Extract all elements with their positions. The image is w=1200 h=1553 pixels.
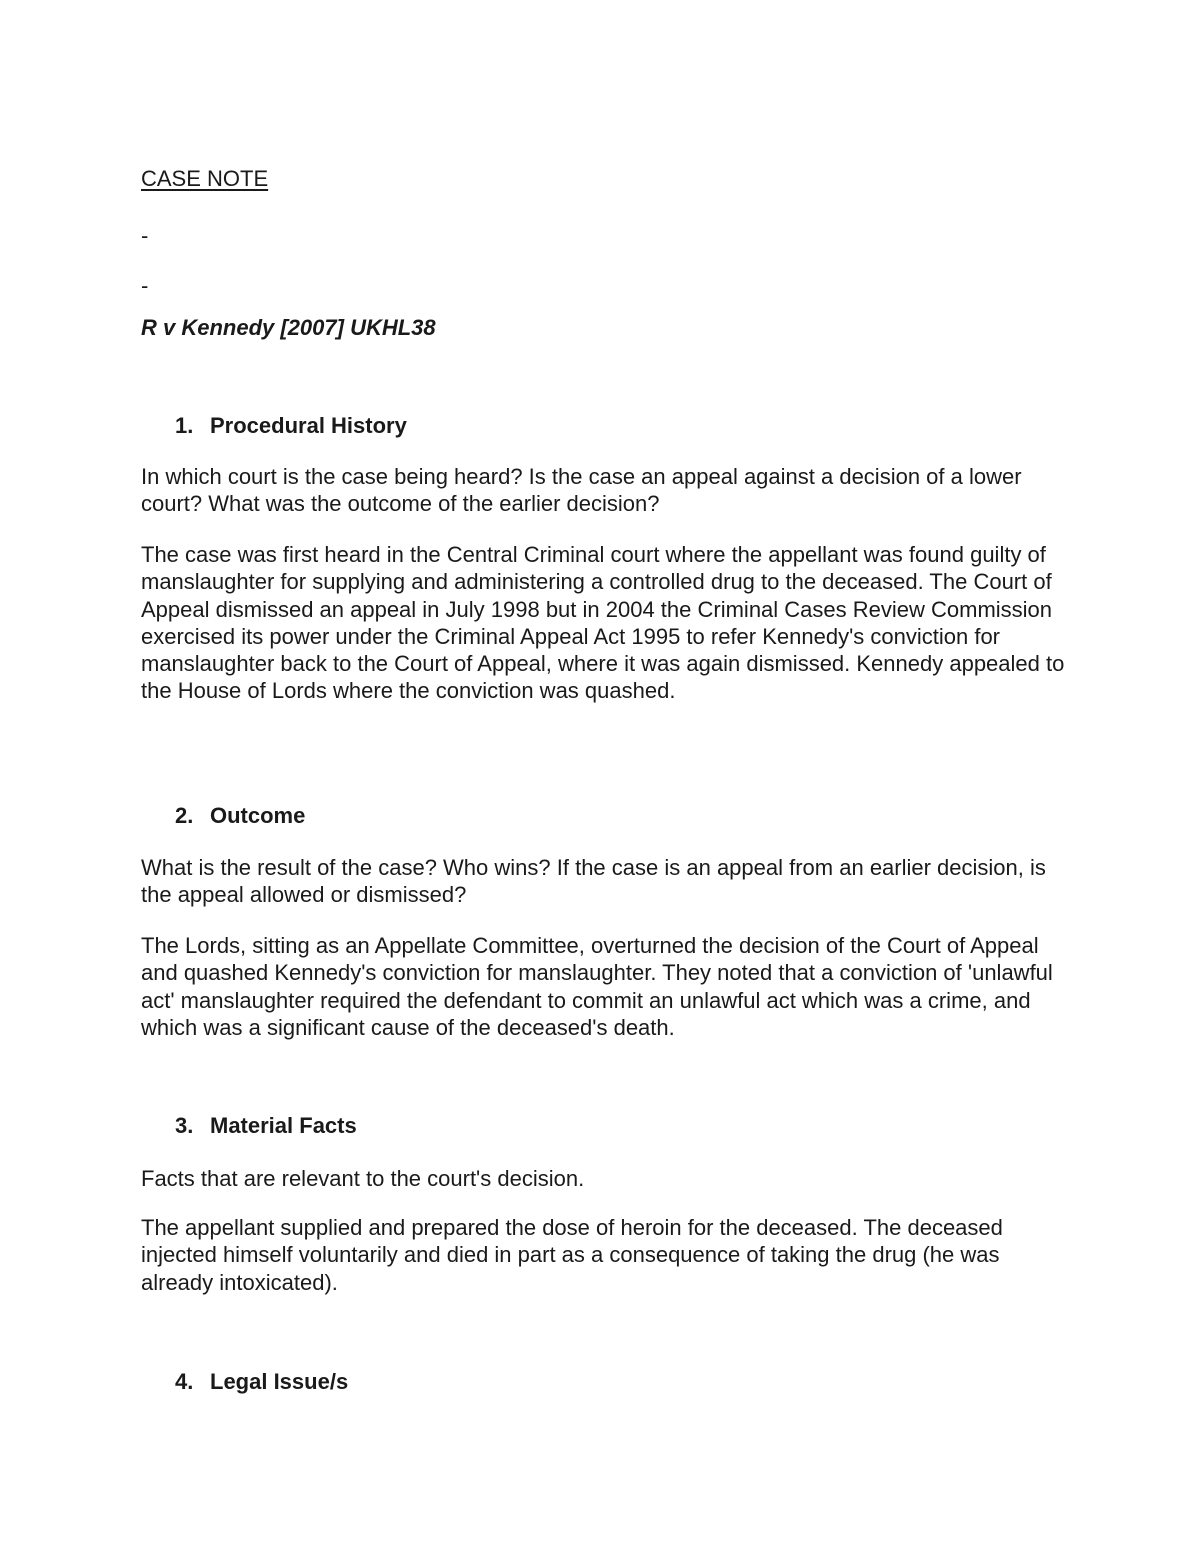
section-question: What is the result of the case? Who wins? If the case is an appeal from an earlier decision, is the appeal allowed or dismissed? bbox=[141, 855, 1046, 908]
section-heading-legal-issues bbox=[175, 1368, 348, 1396]
section-heading-outcome bbox=[175, 802, 305, 830]
section-number: 1. bbox=[175, 413, 194, 438]
section-question: In which court is the case being heard? Is the case an appeal against a decision of a lower court? What was the outcome of the earlier decision? bbox=[141, 464, 1022, 517]
section-title: Procedural History bbox=[210, 413, 407, 438]
section-question: Facts that are relevant to the court's decision. bbox=[141, 1166, 585, 1191]
section-answer: The appellant supplied and prepared the dose of heroin for the deceased. The deceased injected himself voluntarily and died in part as a consequence of taking the drug (he was already intoxicated). bbox=[141, 1215, 1003, 1295]
section-heading-material-facts bbox=[175, 1112, 357, 1140]
section-number: 4. bbox=[175, 1369, 194, 1394]
section-number: 2. bbox=[175, 803, 194, 828]
section-title: Material Facts bbox=[210, 1113, 357, 1138]
dash-line: - bbox=[141, 223, 149, 248]
section-heading-procedural-history bbox=[175, 412, 407, 440]
section-answer: The Lords, sitting as an Appellate Committee, overturned the decision of the Court of Appeal and quashed Kennedy's conviction for manslaughter. They noted that a conviction of 'unlawful act' manslaughter required the defendant to commit an unlawful act which was a crime, and which was a significant cause of the deceased's death. bbox=[141, 933, 1053, 1040]
dash-line: - bbox=[141, 273, 149, 298]
section-answer: The case was first heard in the Central Criminal court where the appellant was found guilty of manslaughter for supplying and administering a controlled drug to the deceased. The Court of Appeal dismissed an appeal in July 1998 but in 2004 the Criminal Cases Review Commission exercised its power under the Criminal Appeal Act 1995 to refer Kennedy's conviction for manslaughter back to the Court of Appeal, where it was again dismissed. Kennedy appealed to the House of Lords where the conviction was quashed. bbox=[141, 542, 1065, 704]
document-title: CASE NOTE bbox=[141, 166, 269, 191]
section-title: Legal Issue/s bbox=[210, 1369, 349, 1394]
case-citation: R v Kennedy [2007] UKHL38 bbox=[141, 315, 436, 340]
section-number: 3. bbox=[175, 1113, 194, 1138]
section-title: Outcome bbox=[210, 803, 306, 828]
